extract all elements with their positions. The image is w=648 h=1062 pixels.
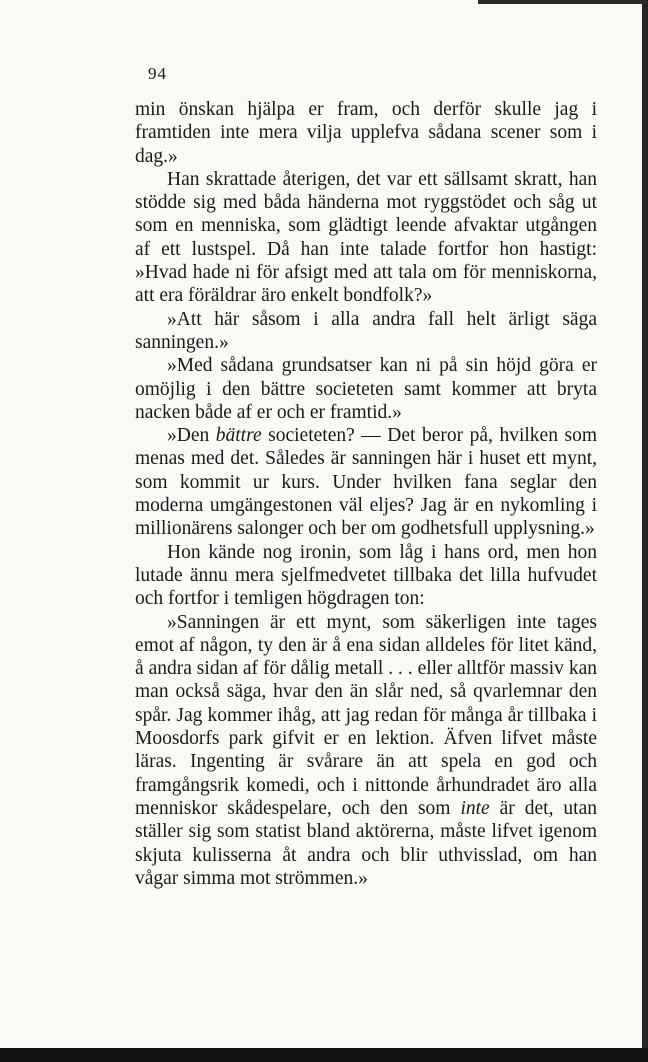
paragraph	[135, 308, 597, 355]
text-segment: societeten? — Det beror på, hvilken som menas med det. Således är sanningen här i huset ett mynt, som kommit ur kurs. Under hvilken fana seglar den moderna umgängestonen väl eljes? Jag är en nykomling i millionärens salonger och ber om godhetsfull upplysning.»	[135, 425, 597, 540]
body-text	[135, 98, 597, 890]
text-segment: min önskan hjälpa er fram, och derför skulle jag i framtiden inte mera vilja upplefva sådana scener som i dag.»	[135, 99, 597, 167]
text-segment: »Den	[167, 425, 216, 447]
emphasized-text: inte	[460, 797, 490, 819]
paragraph	[135, 611, 597, 891]
text-segment: »Med sådana grundsatser kan ni på sin höjd göra er omöjlig i den bättre societeten samt kommer att bryta nacken både af er och er framtid.»	[135, 355, 597, 423]
text-segment: »Att här såsom i alla andra fall helt ärligt säga sanningen.»	[135, 308, 597, 353]
paragraph	[135, 98, 597, 168]
paragraph	[135, 424, 597, 540]
bottom-scan-edge	[0, 1048, 648, 1062]
emphasized-text: bättre	[215, 425, 262, 447]
top-edge-rule	[478, 0, 648, 4]
text-segment: Han skrattade återigen, det var ett sällsamt skratt, han stödde sig med båda händerna mot ryggstödet och såg ut som en menniska, som glädtigt leende afvaktar utgången af ett lustspel. Då han inte talade fortfor hon hastigt: »Hvad hade ni för afsigt med att tala om för menniskorna, att era föräldrar äro enkelt bondfolk?»	[135, 168, 597, 307]
text-segment: Hon kände nog ironin, som låg i hans ord, men hon lutade ännu mera sjelfmedvetet tillbaka det lilla hufvudet och fortfor i temligen högdragen ton:	[135, 541, 597, 610]
page-number: 94	[148, 64, 167, 83]
paragraph	[135, 541, 597, 611]
paragraph	[135, 168, 597, 308]
text-segment: »Sanningen är ett mynt, som säkerligen inte tages emot af någon, ty den är å ena sidan alldeles för litet känd, å andra sidan af för dålig metall . . . eller alltför massiv kan man också säga, hvar den än slår ned, så qvarlemnar den spår. Jag kommer ihåg, att jag redan för många år tillbaka i Moosdorfs park gifvit er en lektion. Äfven lifvet måste läras. Ingenting är svårare än att spela en god och framgångsrik komedi, och i nittonde århundradet äro alla menniskor skådespelare, och den som	[135, 611, 597, 819]
text-segment: är det, utan ställer sig som statist bland aktörerna, måste lifvet igenom skjuta kulisserna åt andra och blir uthvisslad, om han vågar simma mot strömmen.»	[135, 797, 597, 889]
right-page-edge	[642, 0, 648, 1062]
paragraph	[135, 354, 597, 424]
